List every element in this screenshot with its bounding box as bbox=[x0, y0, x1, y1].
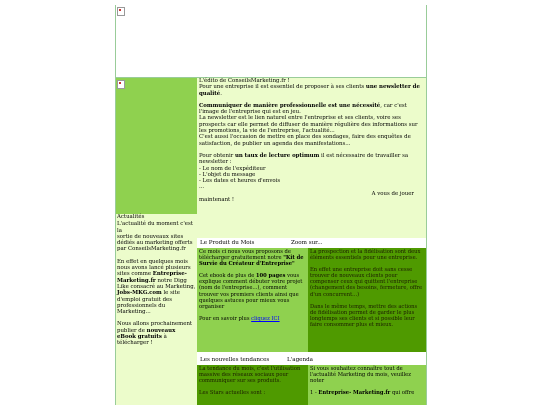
ellipsis: ... bbox=[199, 184, 205, 191]
editorial-para: Pour obtenir un taux de lecture optimum il est nécessaire de travailler sa newsletter : bbox=[199, 152, 409, 166]
section-strip-trends bbox=[197, 355, 426, 365]
ebook-line: Nous allons prochainement bbox=[117, 321, 193, 328]
editorial-intro: Pour une entreprise il est essentiel de proposer à ses clients une newsletter de qualité. bbox=[199, 84, 420, 97]
news-line: dédiés au marketing offerts bbox=[117, 240, 193, 247]
trends-para: La tendance du mois, c'est l'utilisation massive des réseaux sociaux pour communiquer sur ses produits. bbox=[199, 366, 301, 385]
section-strip-product bbox=[197, 238, 426, 248]
bullet: - Le nom de l'expéditeur bbox=[199, 165, 266, 172]
editorial bbox=[197, 78, 426, 238]
editorial-title: L'édito de ConseilsMarketing.fr ! bbox=[199, 78, 290, 84]
editorial-para: C'est aussi l'occasion de mettre en place des sondages, faire des enquêtes de satisfaction, de publier un agenda des manifestations... bbox=[199, 134, 411, 147]
trends-box bbox=[197, 365, 308, 405]
site-link-jobs-mkg[interactable]: Jobs-MKG.com bbox=[117, 290, 162, 297]
zoom-para: Dans le même temps, mettre des actions de fidélisation permet de garder le plus longtemps ses clients et si possible leur faire consommer plus et mieux. bbox=[310, 303, 418, 328]
news-line: sortie de nouveaux sites bbox=[117, 233, 184, 240]
bullet: - Les dates et heures d'envois bbox=[199, 178, 281, 185]
product-desc: Cet ebook de plus de 100 pages vous explique comment débuter votre projet (nom de l'entreprise...), comment trouver vos premiers clients ainsi que quelques astuces pour mieux vous organiser bbox=[199, 273, 303, 310]
trends-heading: Les nouvelles tendances bbox=[200, 357, 270, 363]
sidebar-news bbox=[116, 214, 197, 405]
site-link-entreprise-marketing[interactable]: Entreprise-Marketing.fr bbox=[117, 271, 187, 284]
partners-text: En effet en quelques mois nous avons lancé plusieurs sites comme Entreprise-Marketing.fr notre Digg Like consacré au Marketing, Jobs-MKG.com le site d'emploi gratuit des professionnels du Marketing... bbox=[117, 258, 196, 316]
agenda-para: Si vous souhaitez connaître tout de l'actualité Marketing du mois, veuillez noter bbox=[310, 366, 411, 385]
news-line: L'actualité du moment c'est la bbox=[117, 221, 193, 234]
product-link[interactable]: cliquez ICI bbox=[251, 315, 280, 322]
ebook-line: publier de nouveaux eBook gratuits à télécharger ! bbox=[117, 327, 176, 347]
broken-image-icon bbox=[117, 7, 125, 16]
product-more: Pour en savoir plus cliquez ICI bbox=[199, 315, 280, 322]
page-frame bbox=[115, 5, 427, 405]
editorial-para: Communiquer de manière professionnelle est une nécessité, car c'est l'image de l'entreprise qui est en jeu. bbox=[199, 102, 407, 116]
agenda-heading: L'agenda bbox=[287, 357, 313, 363]
zoom-para: La prospection et la fidélisation sont deux éléments essentiels pour une entreprise. bbox=[310, 249, 421, 262]
bullet: - L'objet du message bbox=[199, 171, 256, 178]
agenda-box bbox=[308, 365, 426, 405]
product-heading: Le Produit du Mois bbox=[200, 240, 255, 246]
zoom-box bbox=[308, 248, 426, 352]
now-text: maintenant ! bbox=[199, 197, 235, 204]
news-line: par ConseilsMarketing.fr bbox=[117, 246, 186, 253]
news-heading: Actualités bbox=[117, 214, 145, 220]
header-banner bbox=[116, 5, 426, 78]
zoom-heading: Zoom sur... bbox=[291, 240, 323, 246]
sidebar-image-area bbox=[116, 78, 197, 214]
zoom-para: En effet une entreprise doit sans cesse trouver de nouveaux clients pour compenser ceux qui quittent l'entreprise (changement des besoins, fermeture, offre d'un concurrent...) bbox=[310, 267, 423, 298]
product-box bbox=[197, 248, 308, 352]
agenda-site-link[interactable]: Entreprise- Marketing.fr bbox=[318, 390, 391, 397]
broken-image-icon bbox=[117, 80, 125, 89]
your-turn: A vous de jouer bbox=[371, 190, 414, 197]
agenda-para: 1 - Entreprise- Marketing.fr qui offre bbox=[310, 390, 415, 397]
trends-para: Les Stars actuelles sont : bbox=[199, 390, 266, 397]
editorial-para: La newsletter est le lien naturel entre l'entreprise et ses clients, voire ses prospects car elle permet de diffuser de manière régulière des informations sur les promotions, la vie de l'entreprise, l'actualité... bbox=[199, 115, 418, 135]
product-intro: Ce mois ci nous vous proposons de télécharger gratuitement notre "Kit de Survie du Créateur d'Entreprise" bbox=[199, 249, 304, 268]
